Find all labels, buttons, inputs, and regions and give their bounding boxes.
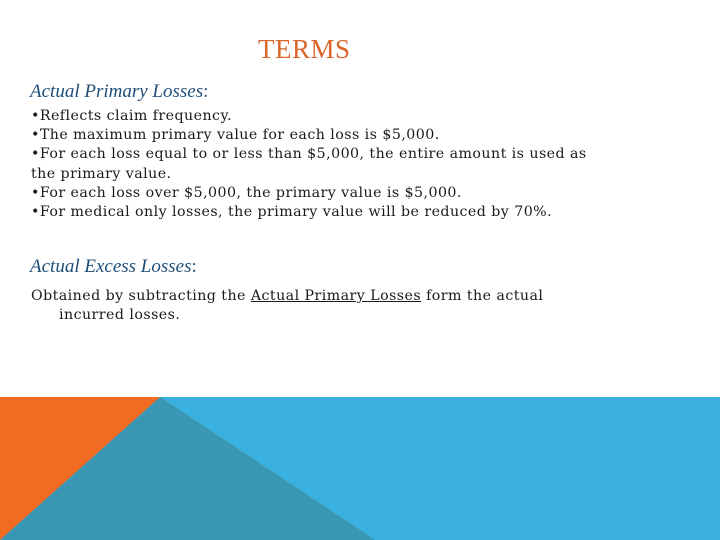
bullet-line: •For each loss over $5,000, the primary value is $5,000. <box>31 184 462 201</box>
primary-losses-reference: Actual Primary Losses <box>250 288 422 304</box>
heading-colon: : <box>191 256 197 277</box>
heading-colon: : <box>203 81 209 102</box>
bullet-line: •Reflects claim frequency. <box>31 108 232 124</box>
slide-title: TERMS <box>258 34 351 64</box>
section-heading-excess <box>30 256 197 278</box>
bullet-line: •For each loss equal to or less than $5,000, the entire amount is used as <box>31 146 587 163</box>
bullet-line-continued: the primary value. <box>31 165 172 182</box>
bullet-line: •For medical only losses, the primary value will be reduced by 70%. <box>31 204 553 221</box>
definition-line <box>31 287 671 306</box>
heading-text: Actual Excess Losses <box>30 256 192 277</box>
bullet-line: •The maximum primary value for each loss is $5,000. <box>31 127 440 144</box>
section-heading-primary <box>30 81 208 103</box>
definition-line-continued: incurred losses. <box>59 307 181 323</box>
primary-losses-bullets <box>31 107 681 222</box>
definition-text: Obtained by subtracting the <box>31 288 251 304</box>
excess-losses-definition <box>31 287 671 325</box>
definition-text: form the actual <box>421 288 544 304</box>
heading-text: Actual Primary Losses <box>30 81 204 102</box>
